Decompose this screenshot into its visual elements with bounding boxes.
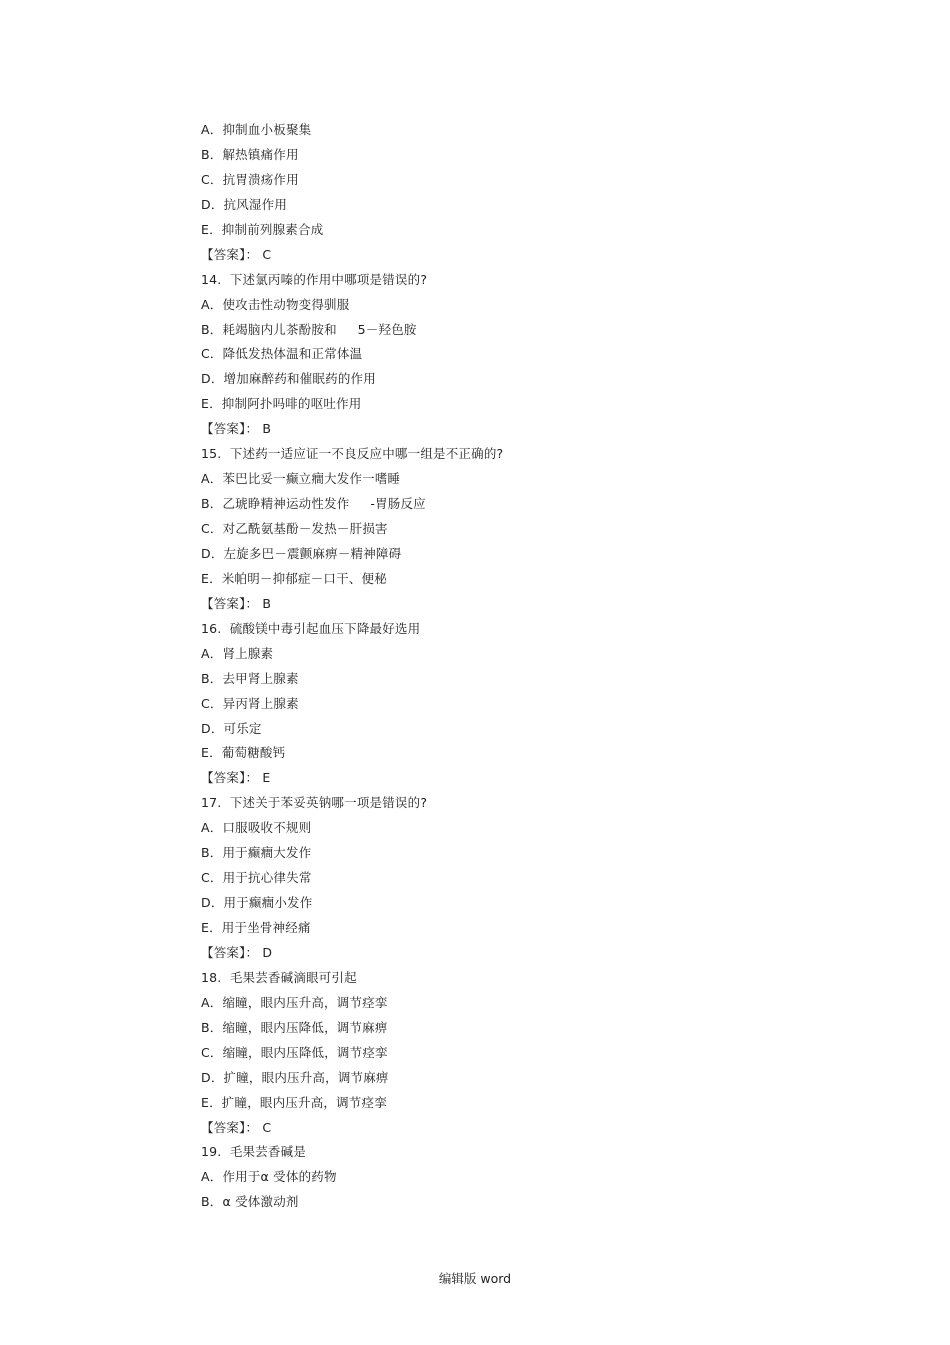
option-line: A．使攻击性动物变得驯服 [201, 296, 350, 312]
answer-line: 【答案】： B [201, 595, 272, 611]
option-line: C．抗胃溃疡作用 [201, 171, 299, 187]
option-line: E．抑制阿扑吗啡的呕吐作用 [201, 396, 362, 412]
question-line: 17. 下述关于苯妥英钠哪一项是错误的? [201, 795, 428, 811]
option-line: D．抗风湿作用 [201, 196, 288, 212]
option-line: B．乙琥睁精神运动性发作 -胃肠反应 [201, 496, 426, 512]
option-line: E．米帕明－抑郁症－口干、便秘 [201, 570, 387, 586]
answer-line: 【答案】： C [201, 246, 272, 262]
option-line: D．用于癫癎小发作 [201, 895, 313, 911]
question-line: 19. 毛果芸香碱是 [201, 1144, 307, 1160]
question-line: 16. 硫酸镁中毒引起血压下降最好选用 [201, 620, 421, 636]
option-line: D．左旋多巴－震颤麻痹－精神障碍 [201, 545, 402, 561]
answer-line: 【答案】： E [201, 770, 271, 786]
option-line: D．增加麻醉药和催眠药的作用 [201, 371, 376, 387]
page-footer: 编辑版 word [438, 1271, 512, 1286]
document-body [201, 118, 801, 1215]
option-line: C．用于抗心律失常 [201, 870, 312, 886]
option-line: A．肾上腺素 [201, 645, 274, 661]
answer-line: 【答案】： D [201, 944, 273, 960]
question-line: 15. 下述药一适应证一不良反应中哪一组是不正确的? [201, 446, 504, 462]
option-line: A．作用于α 受体的药物 [201, 1169, 337, 1185]
option-line: C．对乙酰氨基酚－发热－肝损害 [201, 521, 388, 536]
option-line: A．缩瞳，眼内压升高，调节痉挛 [201, 994, 388, 1010]
option-line: A．口服吸收不规则 [201, 820, 312, 836]
option-line: E．抑制前列腺素合成 [201, 221, 324, 237]
option-line: B．缩瞳，眼内压降低，调节麻痹 [201, 1019, 388, 1035]
option-line: B．α 受体激动剂 [201, 1194, 299, 1210]
option-line: B．耗竭脑内儿茶酚胺和 5－羟色胺 [201, 321, 417, 337]
option-line: D．可乐定 [201, 720, 262, 736]
option-line: C．降低发热体温和正常体温 [201, 346, 363, 362]
option-line: E．葡萄糖酸钙 [201, 745, 286, 761]
answer-line: 【答案】： C [201, 1119, 272, 1135]
answer-line: 【答案】： B [201, 421, 272, 437]
option-line: A．抑制血小板聚集 [201, 122, 312, 137]
option-line: C．缩瞳，眼内压降低，调节痉挛 [201, 1044, 388, 1060]
option-line: E．扩瞳，眼内压升高，调节痉挛 [201, 1094, 387, 1110]
option-line: B．解热镇痛作用 [201, 146, 299, 162]
option-line: E．用于坐骨神经痛 [201, 920, 311, 935]
question-line: 14. 下述氯丙嗪的作用中哪项是错误的? [201, 271, 428, 287]
option-line: D．扩瞳，眼内压升高，调节麻痹 [201, 1069, 389, 1085]
option-line: B．用于癫癎大发作 [201, 845, 312, 861]
option-line: C．异丙肾上腺素 [201, 695, 299, 711]
question-line: 18. 毛果芸香碱滴眼可引起 [201, 969, 357, 985]
option-line: A．苯巴比妥一癫立癎大发作一嗜睡 [201, 471, 401, 487]
option-line: B．去甲肾上腺素 [201, 670, 299, 686]
